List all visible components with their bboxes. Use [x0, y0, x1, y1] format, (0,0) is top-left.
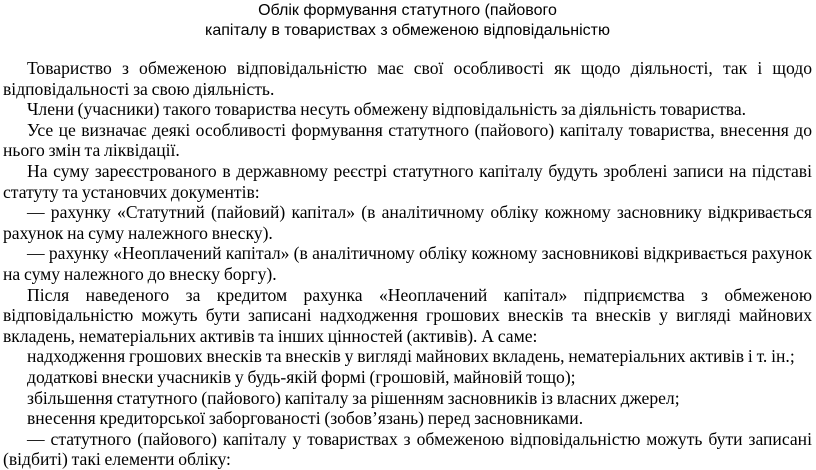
document-title: [3, 1, 812, 41]
list-item-capital-increase: збільшення статутного (пайового) капіталу за рішенням засновників із власних джерел;: [27, 387, 680, 408]
list-item-unpaid-capital-account: — рахунку «Неоплачений капітал» (в аналітичному обліку кожному засновникові відкривається рахунок на суму належного до внеску боргу).: [3, 243, 812, 284]
list-item-additional-contributions: додаткові внески учасників у будь-якій формі (грошовій, майновій тощо);: [27, 366, 576, 387]
list-item-cash-contributions: надходження грошових внесків та внесків у вигляді майнових вкладень, нематеріальних активів і т. ін.;: [27, 346, 795, 367]
title-line-1: Облік формування статутного (пайового: [258, 2, 557, 19]
paragraph-credit-entries: Після наведеного за кредитом рахунка «Неоплачений капітал» підприємства з обмеженою відповідальністю можуть бути записані надходження грошових внесків та внесків у вигляді майнових вкладень, нематеріальних активів та інших цінностей (активів). А саме:: [3, 284, 812, 346]
list-item-payables-contribution: внесення кредиторської заборгованості (зобов’язань) перед засновниками.: [27, 408, 584, 429]
paragraph-limited-liability: Члени (учасники) такого товариства несуть обмежену відповідальність за діяльність товариства.: [27, 99, 747, 120]
document-body: [3, 58, 812, 470]
paragraph-registered-capital: На суму зареєстрованого в державному реєстрі статутного капіталу будуть зроблені записи на підставі статуту та установчих документів:: [3, 160, 812, 202]
list-item-statutory-capital-account: — рахунку «Статутний (пайовий) капітал» (в аналітичному обліку кожному засновнику відкривається рахунок на суму належного внеску).: [3, 202, 812, 243]
paragraph-llc-features: Товариство з обмеженою відповідальністю має свої особливості як щодо діяльності, так і щодо відповідальності за свою діяльність.: [3, 58, 812, 99]
title-line-2: капіталу в товариствах з обмеженою відповідальністю: [205, 22, 610, 39]
paragraph-accounting-elements: — статутного (пайового) капіталу у товариствах з обмеженою відповідальністю можуть бути записані (відбиті) такі елементи обліку:: [3, 428, 812, 470]
paragraph-capital-features: Усе це визначає деякі особливості формування статутного (пайового) капіталу товариства, внесення до нього змін та ліквідації.: [3, 119, 812, 161]
